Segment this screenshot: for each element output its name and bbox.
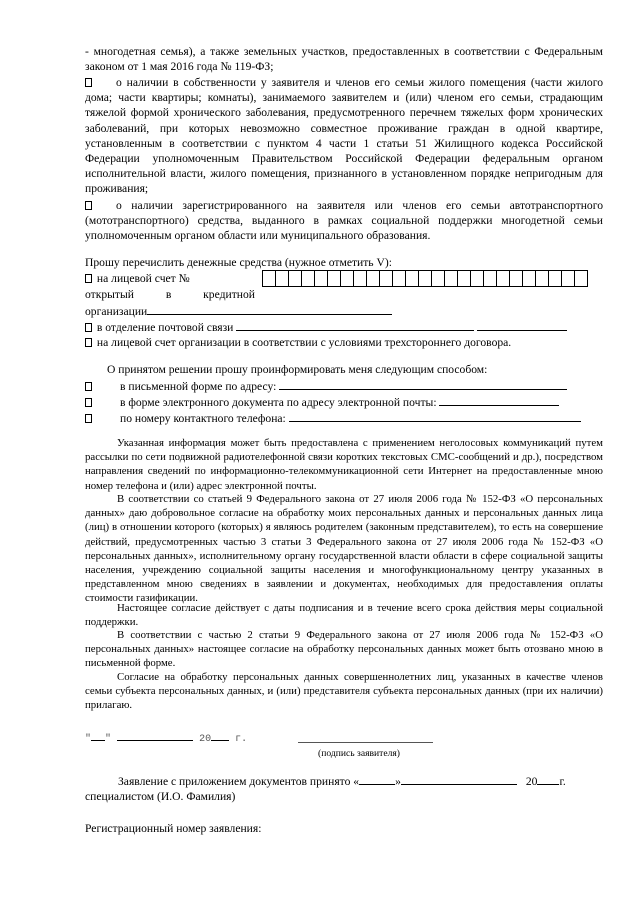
acceptance-row [118,773,566,789]
post-row [85,319,567,335]
acceptance-year-field[interactable] [537,773,559,785]
checkbox-written[interactable] [85,382,92,391]
account-digit-cell[interactable] [548,270,562,287]
payment-account-label: на лицевой счет № [96,272,190,285]
account-digit-cell[interactable] [262,270,276,287]
consent-paragraph-5: Согласие на обработку персональных данных совершеннолетних лиц, указанных в качестве членов семьи субъекта персональных данных, и (или) представителя субъекта персональных данных (при их наличии) прилагаю. [85,671,603,712]
acceptance-day-field[interactable] [359,773,395,785]
inform-phone-row [85,410,581,426]
year-suffix: г. [235,734,248,745]
inform-electronic-row [85,394,559,410]
year-field[interactable] [211,731,229,741]
account-digit-cell[interactable] [314,270,328,287]
checkbox-account[interactable] [85,274,92,283]
account-digit-cell[interactable] [535,270,549,287]
account-digit-cell[interactable] [431,270,445,287]
inform-heading: О принятом решении прошу проинформировать меня следующим способом: [107,363,488,376]
account-digit-cell[interactable] [379,270,393,287]
in-word: в [165,288,172,301]
registration-number-label: Регистрационный номер заявления: [85,822,262,835]
account-digit-cell[interactable] [496,270,510,287]
consent-paragraph-4: В соответствии с частью 2 статьи 9 Федерального закона от 27 июля 2006 года № 152-ФЗ «О персональных данных» настоящее согласие на обработку персональных данных может быть отозвано мною в письменной форме. [85,629,603,670]
opened-word: открытый [85,288,134,301]
account-digit-cell[interactable] [470,270,484,287]
date-quote-open: " [85,734,92,745]
credit-word: кредитной [203,288,255,301]
intro-paragraph-3-text: о наличии зарегистрированного на заявителя или членов его семьи автотранспортного (мототранспортного) средства, выданного в рамках социальной поддержки многодетной семьи уполномоченным органом области или муниципального образования. [85,199,603,243]
acceptance-label: Заявление с приложением документов принято « [118,775,360,788]
payment-heading: Прошу перечислить денежные средства (нужное отметить V): [85,256,392,269]
year-prefix: 20 [199,734,212,745]
org-label: организации [85,305,148,318]
account-digit-cell[interactable] [444,270,458,287]
third-party-label: на лицевой счет организации в соответствии с условиями трехстороннего договора. [96,336,512,349]
checkbox-phone[interactable] [85,414,92,423]
account-digit-cell[interactable] [483,270,497,287]
account-digit-cell[interactable] [457,270,471,287]
signature-line[interactable] [298,730,433,743]
date-quote-close: " [105,734,112,745]
account-digit-cell[interactable] [392,270,406,287]
account-digit-cell[interactable] [418,270,432,287]
acceptance-specialist: специалистом (И.О. Фамилия) [85,790,236,803]
account-digit-cell[interactable] [340,270,354,287]
account-digit-cell[interactable] [366,270,380,287]
opened-in-row [85,287,255,302]
consent-paragraph-1: Указанная информация может быть предоставлена с применением неголосовых коммуникаций путем рассылки по сети подвижной радиотелефонной связи коротких текстовых СМС-сообщений и др.), посредством направления сведений по информационно-телекоммуникационной сети Интернет на предоставленные мною номер телефона и (или) адрес электронной почты. [85,437,603,492]
written-label: в письменной форме по адресу: [120,380,277,393]
day-field[interactable] [91,731,105,741]
account-digit-cell[interactable] [301,270,315,287]
signature-caption: (подпись заявителя) [318,748,401,759]
org-name-field[interactable] [147,303,392,315]
checkbox-electronic[interactable] [85,398,92,407]
account-digit-cell[interactable] [405,270,419,287]
checkbox-post[interactable] [85,323,92,332]
post-office-field-2[interactable] [477,319,567,331]
phone-field[interactable] [289,410,581,422]
month-field[interactable] [117,731,193,741]
account-digit-cell[interactable] [509,270,523,287]
third-party-row [85,335,511,350]
inform-written-row [85,378,567,394]
account-digit-cell[interactable] [327,270,341,287]
signature-date [85,731,247,747]
account-digit-cell[interactable] [522,270,536,287]
email-field[interactable] [439,394,559,406]
checkbox-third-party[interactable] [85,338,92,347]
acceptance-month-field[interactable] [401,773,517,785]
account-digit-cell[interactable] [353,270,367,287]
intro-paragraph-2-text: о наличии в собственности у заявителя и членов его семьи жилого помещения (части жилого дома; части квартиры; комнаты), занимаемого заявителем и (или) членом его семьи, страдающим тяжелой формой хронического заболевания, предусмотренного перечнем тяжелых форм хронических заболеваний, при которых невозможно совместное проживание граждан в одной квартире, установленным в соответствии с пунктом 4 части 1 статьи 51 Жилищного кодекса Российской Федерации уполномоченным Правительством Российской Федерации федеральным органом исполнительной власти, жилого помещения, признанного в установленном порядке непригодным для проживания; [85,76,603,196]
checkbox-housing[interactable] [85,78,92,87]
phone-label: по номеру контактного телефона: [120,412,286,425]
account-number-cells[interactable] [263,270,588,287]
post-label: в отделение почтовой связи [96,321,234,334]
intro-paragraph-3 [85,198,603,244]
electronic-label: в форме электронного документа по адресу электронной почты: [120,396,437,409]
account-digit-cell[interactable] [275,270,289,287]
consent-paragraph-3: Настоящее согласие действует с даты подписания и в течение всего срока действия меры социальной поддержки. [85,602,603,629]
intro-paragraph-1: - многодетная семья), а также земельных участков, предоставленных в соответствии с Федеральным законом от 1 мая 2016 года № 119-ФЗ; [85,45,603,74]
payment-account-row [85,271,190,286]
checkbox-vehicle[interactable] [85,201,92,210]
intro-paragraph-2 [85,75,603,197]
org-row [85,303,392,319]
consent-paragraph-2: В соответствии со статьей 9 Федерального закона от 27 июля 2006 года № 152-ФЗ «О персональных данных» даю добровольное согласие на обработку моих персональных данных и персональных данных лица (лиц) в отношении которого (которых) я являюсь родителем (законным представителем), то есть на совершение действий, предусмотренных частью 3 статьи 3 Федерального закона от 27 июля 2006 года № 152-ФЗ «О персональных данных», исполнительному органу государственной власти области в сфере социальной защиты населения, учреждению социальной защиты населения и многофункциональному центру указанных в представленном мною сведениях в заявлении и документах, необходимых для предоставления оплаты стоимости газификации. [85,493,603,605]
acceptance-year-prefix: 20 [525,775,538,788]
account-digit-cell[interactable] [574,270,588,287]
acceptance-quote-close: » [395,775,401,788]
account-digit-cell[interactable] [561,270,575,287]
written-address-field[interactable] [279,378,567,390]
account-digit-cell[interactable] [288,270,302,287]
acceptance-year-suffix: г. [559,775,566,788]
post-office-field[interactable] [236,319,474,331]
